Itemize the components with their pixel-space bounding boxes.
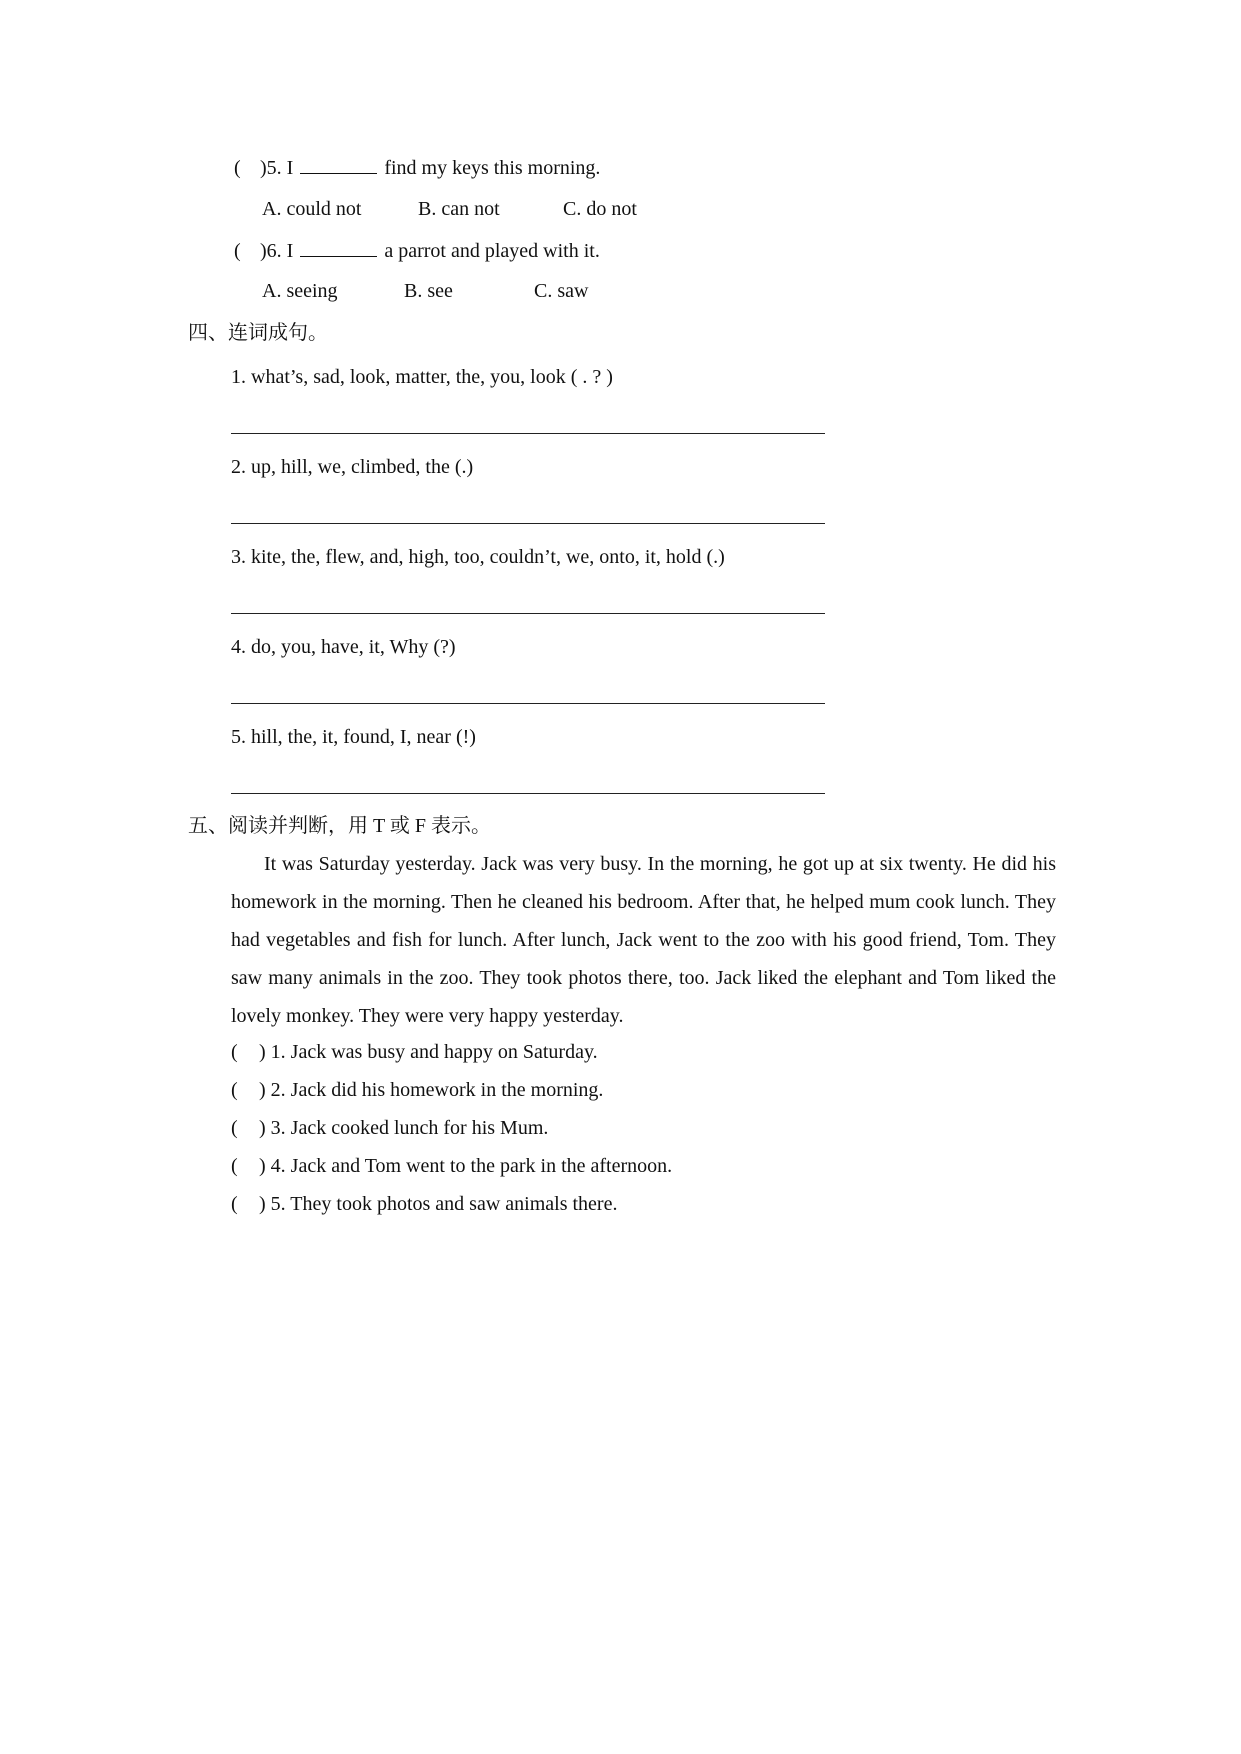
passage-text: It was Saturday yesterday. Jack was very busy. In the morning, he got up at six twenty. He did his homework in the morning. Then he cleaned his bedroom. After that, he helped mum cook lunch. They had vegetables and fish for lunch. After lunch, Jack went to the zoo with his good friend, Tom. They saw many animals in the zoo. They took photos there, too. Jack liked the elephant and Tom liked the lovely monkey. They were very happy yesterday. [231,853,1056,1027]
option-b[interactable]: B. can not [418,198,500,220]
paren-close: ) [259,1193,266,1215]
answer-paren[interactable]: ( [231,1193,238,1215]
question-number: )6. I [260,240,294,262]
statement-text: 3. Jack cooked lunch for his Mum. [270,1117,549,1139]
tf-statement-1 [231,1040,598,1064]
word-order-item-4: 4. do, you, have, it, Why (?) [231,636,456,658]
option-c[interactable]: C. do not [563,198,637,220]
tf-statement-3 [231,1116,548,1140]
fill-blank[interactable] [300,155,377,174]
answer-line-2[interactable] [231,523,825,524]
option-b[interactable]: B. see [404,280,453,302]
statement-text: 2. Jack did his homework in the morning. [270,1079,604,1101]
paren-close: ) [259,1079,266,1101]
statement-text: 4. Jack and Tom went to the park in the afternoon. [270,1155,673,1177]
mc-question-6 [234,238,600,263]
answer-paren-open[interactable]: ( [234,157,241,179]
tf-statement-2 [231,1078,603,1102]
answer-paren-open[interactable]: ( [234,240,241,262]
question-number: )5. I [260,157,294,179]
reading-passage [231,845,1056,1035]
statement-text: 5. They took photos and saw animals there. [270,1193,618,1215]
statement-text: 1. Jack was busy and happy on Saturday. [270,1041,598,1063]
paren-close: ) [259,1117,266,1139]
word-order-item-5: 5. hill, the, it, found, I, near (!) [231,726,476,748]
paren-close: ) [259,1041,266,1063]
section-4-heading: 四、连词成句。 [188,322,328,344]
answer-paren[interactable]: ( [231,1041,238,1063]
answer-line-1[interactable] [231,433,825,434]
mc-question-5 [234,155,600,180]
tf-statement-4 [231,1154,672,1178]
option-a[interactable]: A. could not [262,198,362,220]
paren-close: ) [259,1155,266,1177]
word-order-item-2: 2. up, hill, we, climbed, the (.) [231,456,474,478]
section-5-heading: 五、阅读并判断，用 T 或 F 表示。 [188,815,491,837]
answer-paren[interactable]: ( [231,1079,238,1101]
word-order-item-3: 3. kite, the, flew, and, high, too, couldn’t, we, onto, it, hold (.) [231,546,725,568]
answer-line-5[interactable] [231,793,825,794]
tf-statement-5 [231,1192,617,1216]
option-c[interactable]: C. saw [534,280,589,302]
option-a[interactable]: A. seeing [262,280,338,302]
answer-paren[interactable]: ( [231,1117,238,1139]
answer-line-3[interactable] [231,613,825,614]
answer-paren[interactable]: ( [231,1155,238,1177]
question-text: a parrot and played with it. [384,240,600,262]
word-order-item-1: 1. what’s, sad, look, matter, the, you, look ( . ? ) [231,366,613,388]
fill-blank[interactable] [300,238,377,257]
question-text: find my keys this morning. [384,157,601,179]
answer-line-4[interactable] [231,703,825,704]
